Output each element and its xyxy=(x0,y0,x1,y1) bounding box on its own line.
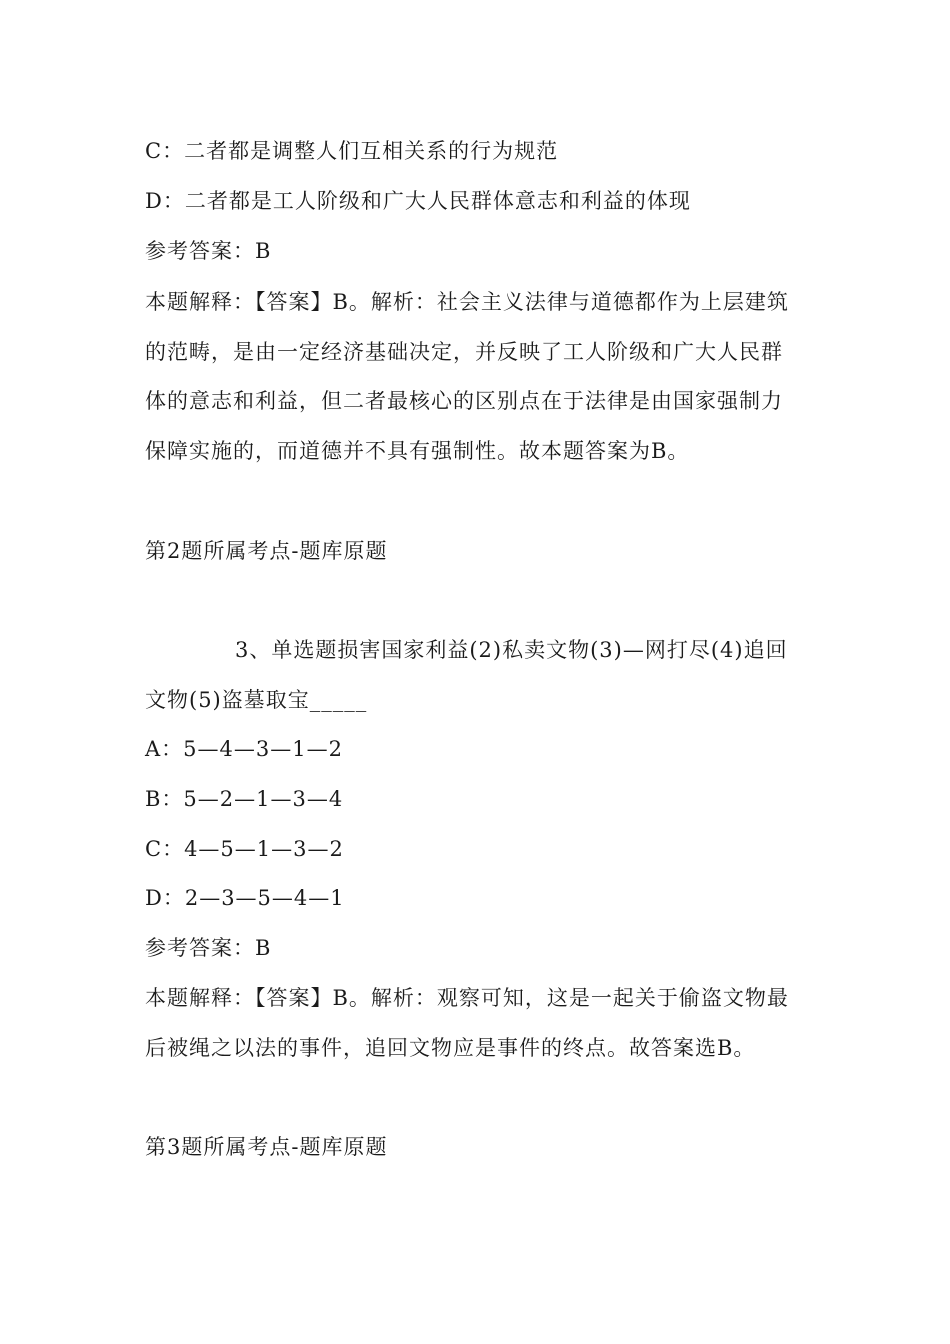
explanation-line: 本题解释：【答案】B。解析：社会主义法律与道德都作为上层建筑 xyxy=(145,290,789,314)
option-c: C：二者都是调整人们互相关系的行为规范 xyxy=(145,139,559,163)
section-label: 第2题所属考点-题库原题 xyxy=(145,539,388,563)
explanation-line: 后被绳之以法的事件，追回文物应是事件的终点。故答案选B。 xyxy=(145,1036,756,1060)
explanation-line: 保障实施的，而道德并不具有强制性。故本题答案为B。 xyxy=(145,439,690,463)
explanation-line: 体的意志和利益，但二者最核心的区别点在于法律是由国家强制力 xyxy=(145,389,783,413)
question-stem: 文物(5)盗墓取宝_____ xyxy=(145,688,368,712)
option-b: B：5—2—1—3—4 xyxy=(145,787,344,811)
option-d: D：二者都是工人阶级和广大人民群体意志和利益的体现 xyxy=(145,189,691,213)
explanation-line: 本题解释：【答案】B。解析：观察可知，这是一起关于偷盗文物最 xyxy=(145,986,789,1010)
answer: 参考答案：B xyxy=(145,239,272,263)
section-label: 第3题所属考点-题库原题 xyxy=(145,1135,388,1159)
option-a: A：5—4—3—1—2 xyxy=(145,737,343,761)
explanation-line: 的范畴，是由一定经济基础决定，并反映了工人阶级和广大人民群 xyxy=(145,340,783,364)
answer: 参考答案：B xyxy=(145,936,272,960)
option-c: C：4—5—1—3—2 xyxy=(145,837,344,861)
option-d: D：2—3—5—4—1 xyxy=(145,886,345,910)
question-stem: 3、单选题损害国家利益(2)私卖文物(3)—网打尽(4)追回 xyxy=(235,638,788,662)
